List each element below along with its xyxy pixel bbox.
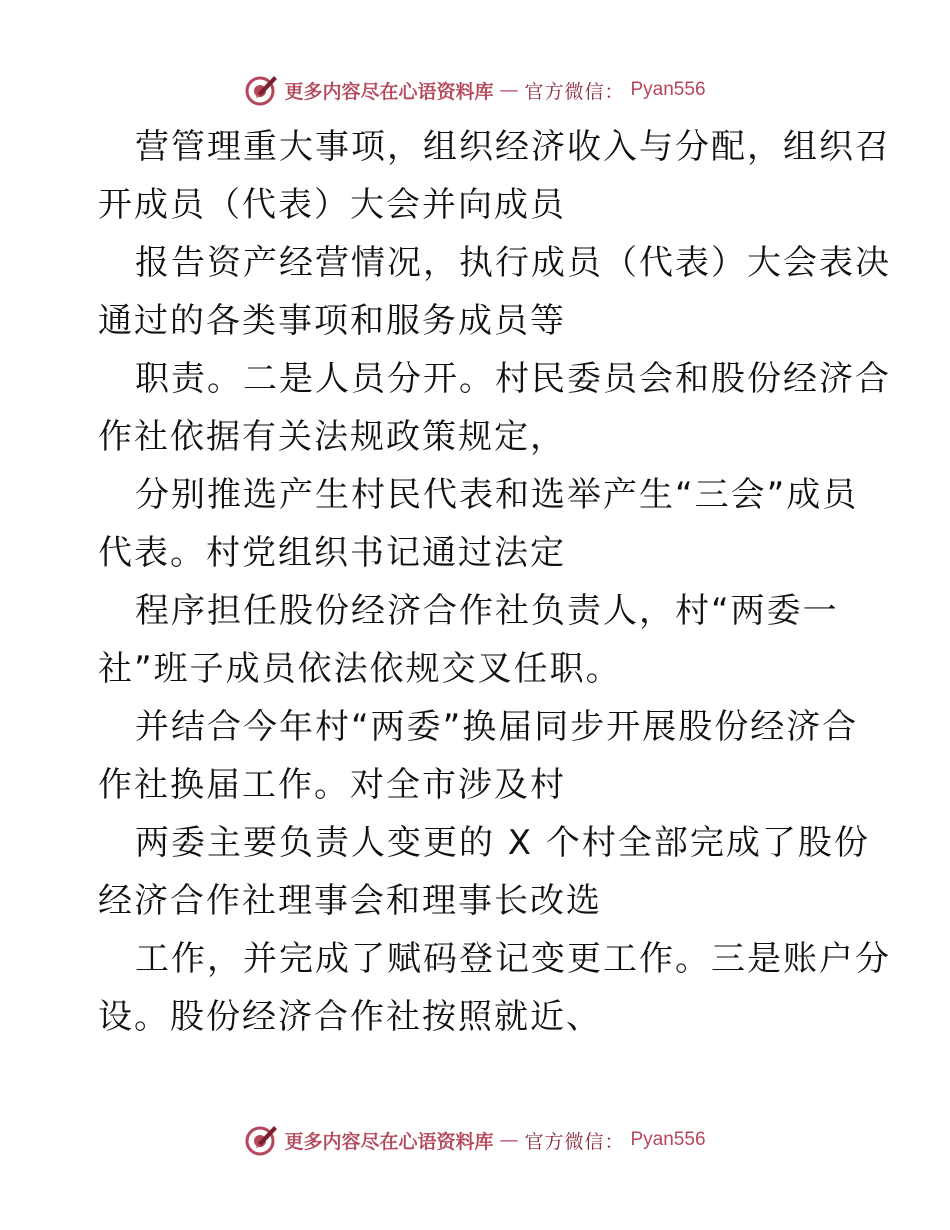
banner-wechat-id: Pyan556 bbox=[630, 1129, 706, 1150]
document-body bbox=[98, 118, 891, 1046]
banner-wechat-label: 官方微信： bbox=[524, 1130, 625, 1153]
paragraph-line: 并结合今年村“两委”换届同步开展股份经济合 bbox=[135, 707, 859, 747]
paragraph-line: 通过的各类事项和服务成员等 bbox=[98, 301, 566, 341]
banner-dash: — bbox=[499, 1129, 519, 1151]
paragraph-line: 工作，并完成了赋码登记变更工作。三是账户分 bbox=[135, 939, 891, 979]
paragraph-line: 程序担任股份经济合作社负责人，村“两委一 bbox=[135, 591, 839, 631]
paragraph-line: 职责。二是人员分开。村民委员会和股份经济合 bbox=[135, 359, 891, 399]
paragraph-line: 经济合作社理事会和理事长改选 bbox=[98, 881, 602, 921]
paragraph-line: 分别推选产生村民代表和选举产生“三会”成员 bbox=[135, 475, 859, 515]
paragraph-line: 代表。村党组织书记通过法定 bbox=[98, 533, 566, 573]
banner-dash: — bbox=[499, 79, 519, 101]
banner-wechat-id: Pyan556 bbox=[630, 79, 706, 100]
paragraph-line: 开成员（代表）大会并向成员 bbox=[98, 185, 566, 225]
paragraph-line: 作社依据有关法规政策规定， bbox=[98, 417, 566, 457]
paragraph-line: 两委主要负责人变更的 X 个村全部完成了股份 bbox=[135, 823, 870, 863]
paragraph-line: 设。股份经济合作社按照就近、 bbox=[98, 997, 602, 1037]
banner-slogan: 更多内容尽在心语资料库 bbox=[284, 1130, 494, 1153]
paragraph-line: 社”班子成员依法依规交叉任职。 bbox=[98, 649, 622, 689]
paragraph-line: 营管理重大事项，组织经济收入与分配，组织召 bbox=[135, 127, 891, 167]
footer-banner bbox=[0, 1120, 950, 1160]
banner-slogan: 更多内容尽在心语资料库 bbox=[284, 80, 494, 103]
paragraph-line: 作社换届工作。对全市涉及村 bbox=[98, 765, 566, 805]
pen-logo-icon bbox=[244, 1123, 278, 1157]
header-banner bbox=[0, 70, 950, 110]
banner-wechat-label: 官方微信： bbox=[524, 80, 625, 103]
pen-logo-icon bbox=[244, 73, 278, 107]
paragraph-line: 报告资产经营情况，执行成员（代表）大会表决 bbox=[135, 243, 891, 283]
